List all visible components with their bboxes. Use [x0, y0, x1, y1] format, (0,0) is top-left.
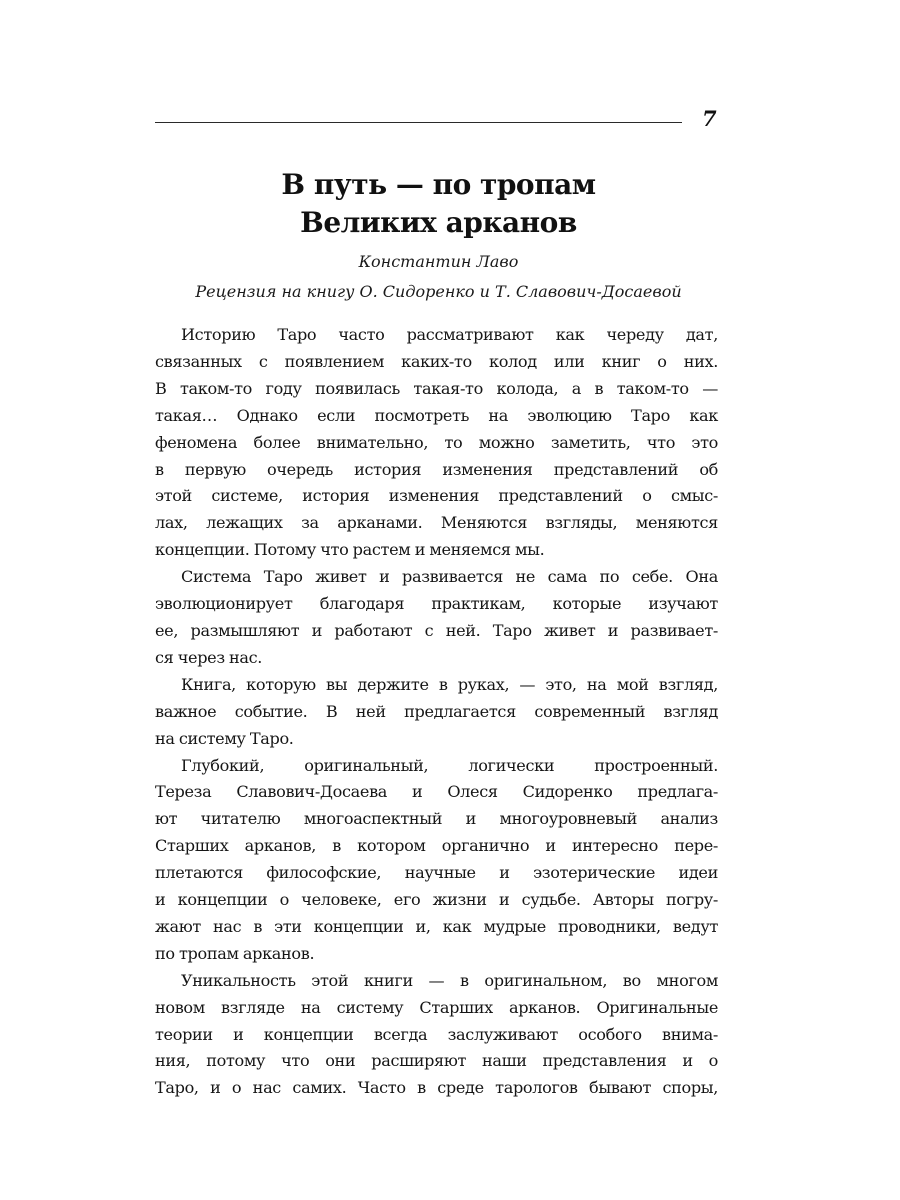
text-line: феномена более внимательно, то можно заметить, что это — [155, 432, 718, 452]
paragraph — [155, 322, 718, 564]
text-line: Глубокий, оригинальный, логически простроенный. — [181, 755, 718, 775]
text-line: такая… Однако если посмотреть на эволюцию Таро как — [155, 405, 718, 425]
text-line: жают нас в эти концепции и, как мудрые проводники, ведут — [155, 916, 718, 936]
chapter-title-line: В путь — по тропам — [281, 168, 596, 201]
text-line: плетаются философские, научные и эзотерические идеи — [155, 863, 718, 883]
paragraph — [155, 968, 718, 1103]
text-line: связанных с появлением каких-то колод или книг о них. — [155, 351, 718, 371]
text-line: на систему Таро. — [155, 728, 294, 748]
text-line: Уникальность этой книги — в оригинальном, во многом — [181, 970, 718, 990]
text-line: Старших арканов, в котором органично и интересно пере- — [155, 836, 718, 856]
text-line: важное событие. В ней предлагается современный взгляд — [155, 701, 718, 721]
text-line: Книга, которую вы держите в руках, — это, на мой взгляд, — [181, 674, 718, 694]
header-rule — [155, 122, 682, 123]
text-line: эволюционирует благодаря практикам, которые изучают — [155, 594, 718, 614]
text-line: лах, лежащих за арканами. Меняются взгляды, меняются — [155, 513, 718, 533]
text-line: ся через нас. — [155, 647, 263, 667]
text-line: В таком-то году появилась такая-то колода, а в таком-то — — [155, 378, 718, 398]
text-line: Историю Таро часто рассматривают как череду дат, — [181, 325, 718, 344]
text-line: по тропам арканов. — [155, 943, 315, 963]
chapter-title — [155, 166, 722, 242]
text-line: и концепции о человеке, его жизни и судьбе. Авторы погру- — [155, 890, 718, 910]
text-line: теории и концепции всегда заслуживают особого внима- — [155, 1024, 718, 1044]
chapter-subtitle — [140, 247, 737, 307]
text-line: в первую очередь история изменения представлений об — [155, 459, 718, 479]
page-number: 7 — [702, 106, 717, 131]
author-name: Константин Лаво — [358, 252, 519, 271]
review-note: Рецензия на книгу О. Сидоренко и Т. Славович-Досаевой — [195, 282, 682, 301]
paragraph — [155, 753, 718, 968]
text-line: этой системе, история изменения представлений о смыс- — [155, 486, 718, 506]
chapter-title-line: Великих арканов — [300, 206, 577, 239]
text-line: новом взгляде на систему Старших арканов. Оригинальные — [155, 997, 718, 1017]
text-line: Тереза Славович-Досаева и Олеся Сидоренко предлага- — [155, 782, 718, 802]
text-line: концепции. Потому что растем и меняемся мы. — [155, 540, 545, 560]
body-text — [155, 322, 718, 1102]
text-line: ее, размышляют и работают с ней. Таро живет и развивает- — [155, 620, 718, 640]
paragraph — [155, 564, 718, 672]
text-line: ют читателю многоаспектный и многоуровневый анализ — [155, 809, 718, 829]
text-line: Таро, и о нас самих. Часто в среде тарологов бывают споры, — [155, 1078, 718, 1098]
text-line: Система Таро живет и развивается не сама по себе. Она — [181, 567, 718, 587]
paragraph — [155, 672, 718, 753]
text-line: ния, потому что они расширяют наши представления и о — [155, 1051, 718, 1071]
